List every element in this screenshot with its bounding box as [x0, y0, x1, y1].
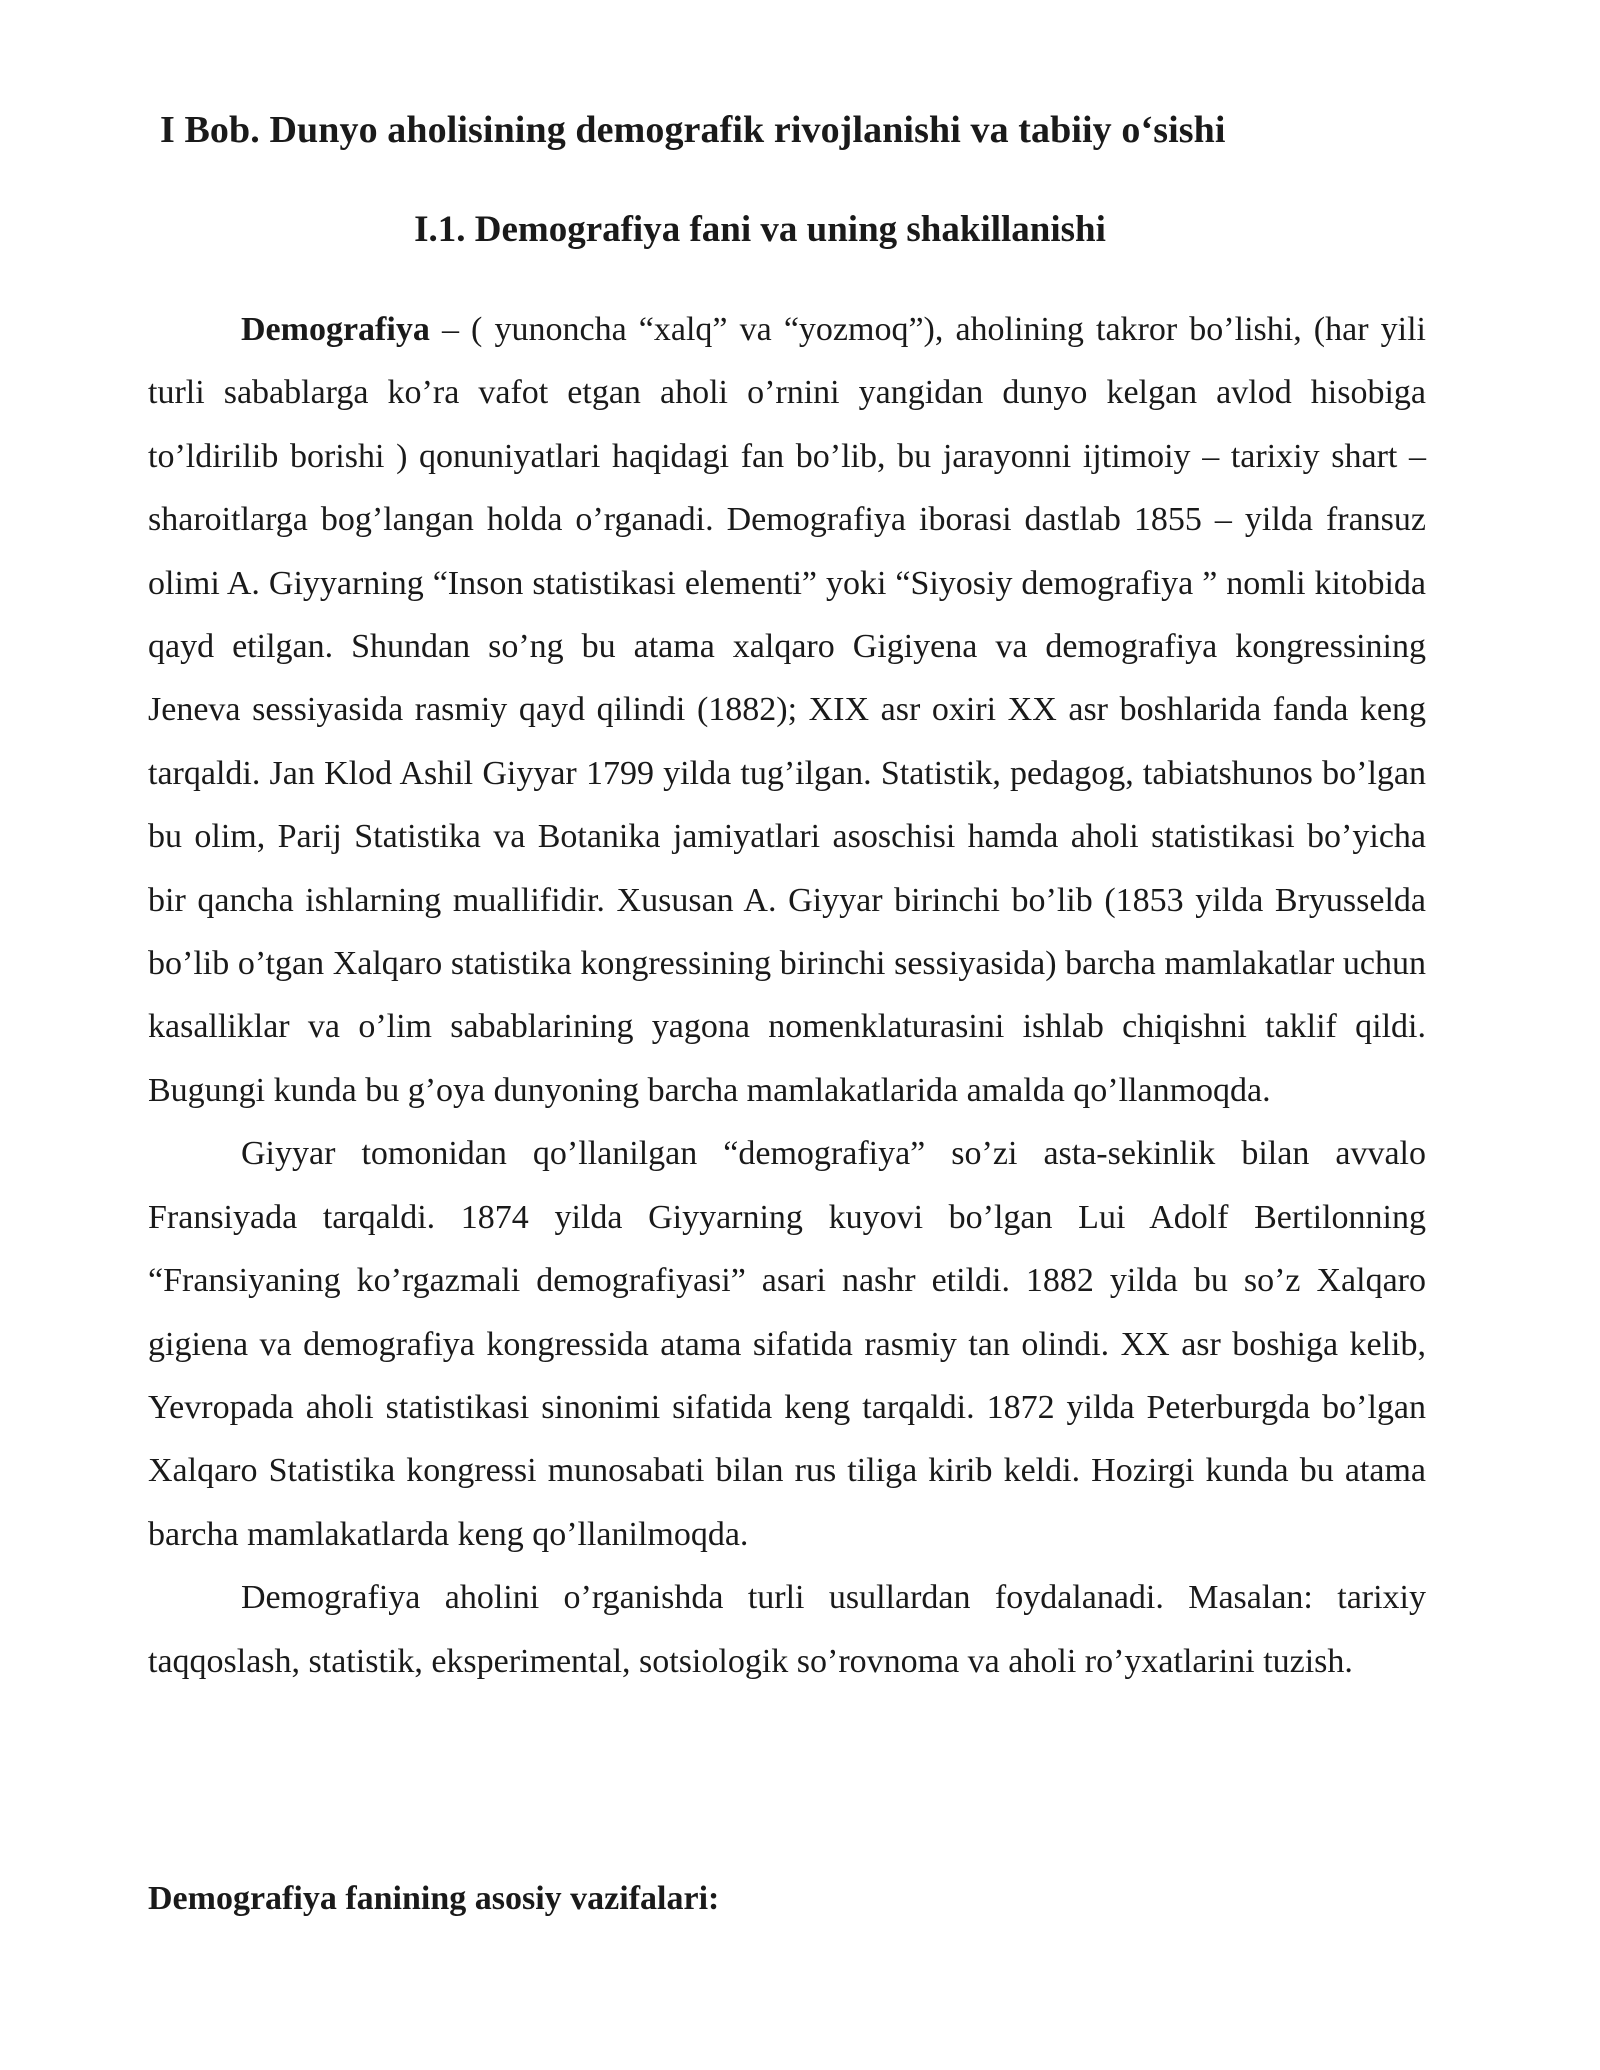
paragraph-3: Demografiya aholini o’rganishda turli usullardan foydalanadi. Masalan: tarixiy taqqoslash, statistik, eksperimental, sotsiologik so’rovnoma va aholi ro’yxatlarini tuzish.: [148, 1579, 1426, 1680]
body-text: [148, 298, 1426, 1693]
paragraph-1-text: – ( yunoncha “xalq” va “yozmoq”), aholining takror bo’lishi, (har yili turli sabablarga ko’ra vafot etgan aholi o’rnini yangidan dunyo kelgan avlod hisobiga to’ldirilib borishi ) qonuniyatlari haqidagi fan bo’lib, bu jarayonni ijtimoiy – tarixiy shart – sharoitlarga bog’langan holda o’rganadi. Demografiya iborasi dastlab 1855 – yilda fransuz olimi A. Giyyarning “Inson statistikasi elementi” yoki “Siyosiy demografiya ” nomli kitobida qayd etilgan. Shundan so’ng bu atama xalqaro Gigiyena va demografiya kongressining Jeneva sessiyasida rasmiy qayd qilindi (1882); XIX asr oxiri XX asr boshlarida fanda keng tarqaldi. Jan Klod Ashil Giyyar 1799 yilda tug’ilgan. Statistik, pedagog, tabiatshunos bo’lgan bu olim, Parij Statistika va Botanika jamiyatlari asoschisi hamda aholi statistikasi bo’yicha bir qancha ishlarning muallifidir. Xususan A. Giyyar birinchi bo’lib (1853 yilda Bryusselda bo’lib o’tgan Xalqaro statistika kongressining birinchi sessiyasida) barcha mamlakatlar uchun kasalliklar va o’lim sabablarining yagona nomenklaturasini ishlab chiqishni taklif qildi. Bugungi kunda bu g’oya dunyoning barcha mamlakatlarida amalda qo’llanmoqda.: [148, 311, 1426, 1109]
subheading-main-tasks: Demografiya fanining asosiy vazifalari:: [148, 1880, 720, 1917]
paragraph-1: [148, 298, 1426, 1122]
paragraph-lead-term: Demografiya: [241, 311, 430, 348]
section-title: I.1. Demografiya fani va uning shakillanishi: [414, 209, 1106, 250]
paragraph-2: Giyyar tomonidan qo’llanilgan “demografiya” so’zi asta-sekinlik bilan avvalo Fransiyada tarqaldi. 1874 yilda Giyyarning kuyovi bo’lgan Lui Adolf Bertilonning “Fransiyaning ko’rgazmali demografiyasi” asari nashr etildi. 1882 yilda bu so’z Xalqaro gigiena va demografiya kongressida atama sifatida rasmiy tan olindi. XX asr boshiga kelib, Yevropada aholi statistikasi sinonimi sifatida keng tarqaldi. 1872 yilda Peterburgda bo’lgan Xalqaro Statistika kongressi munosabati bilan rus tiliga kirib keldi. Hozirgi kunda bu atama barcha mamlakatlarda keng qo’llanilmoqda.: [148, 1135, 1426, 1553]
chapter-title: I Bob. Dunyo aholisining demografik rivojlanishi va tabiiy o‘sishi: [160, 109, 1226, 151]
